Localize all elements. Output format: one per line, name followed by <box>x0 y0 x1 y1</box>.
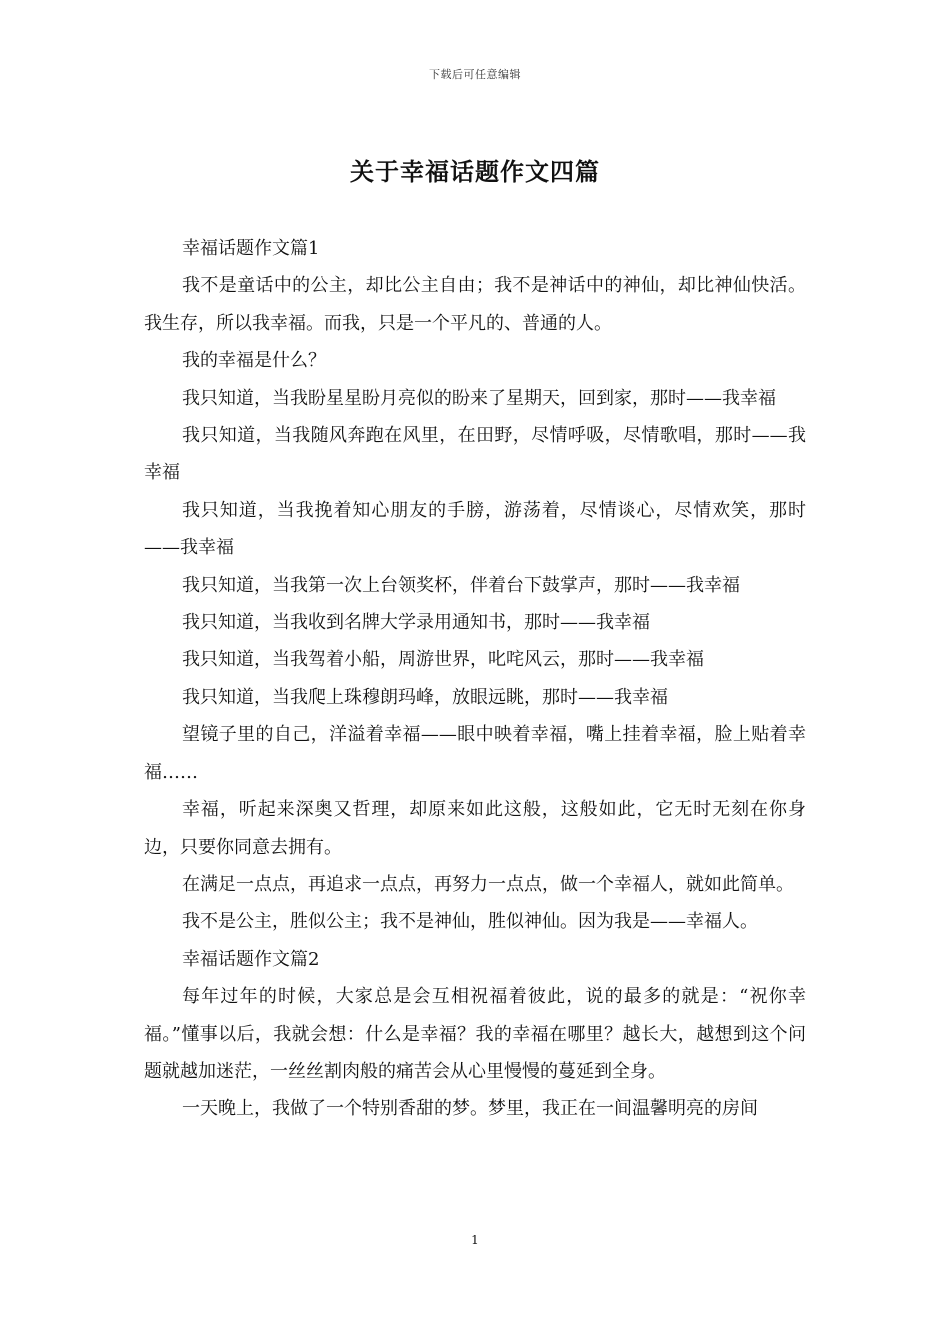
paragraph: 我只知道，当我收到名牌大学录用通知书，那时——我幸福 <box>182 612 650 634</box>
header-note: 下载后可任意编辑 <box>429 68 521 81</box>
section-heading: 幸福话题作文篇1 <box>182 238 320 259</box>
paragraph: 我不是童话中的公主，却比公主自由；我不是神话中的神仙，却比神仙快活。我生存，所以我幸福。而我，只是一个平凡的、普通的人。 <box>144 275 806 334</box>
paragraph: 望镜子里的自己，洋溢着幸福——眼中映着幸福，嘴上挂着幸福，脸上贴着幸福…… <box>144 724 806 783</box>
paragraph: 幸福，听起来深奥又哲理，却原来如此这般，这般如此，它无时无刻在你身边，只要你同意去拥有。 <box>144 799 806 858</box>
paragraph: 我只知道，当我驾着小船，周游世界，叱咤风云，那时——我幸福 <box>182 649 704 671</box>
document-title: 关于幸福话题作文四篇 <box>350 157 600 186</box>
paragraph: 我的幸福是什么？ <box>182 350 326 372</box>
page-number: 1 <box>471 1233 479 1247</box>
paragraph: 我不是公主，胜似公主；我不是神仙，胜似神仙。因为我是——幸福人。 <box>182 911 758 933</box>
paragraph: 我只知道，当我爬上珠穆朗玛峰，放眼远眺，那时——我幸福 <box>182 686 668 708</box>
paragraph: 我只知道，当我挽着知心朋友的手膀，游荡着，尽情谈心，尽情欢笑，那时——我幸福 <box>144 499 806 559</box>
paragraph: 一天晚上，我做了一个特别香甜的梦。梦里，我正在一间温馨明亮的房间 <box>182 1098 758 1120</box>
paragraph: 每年过年的时候，大家总是会互相祝福着彼此，说的最多的就是：“祝你幸福。”懂事以后，我就会想：什么是幸福？我的幸福在哪里？越长大，越想到这个问题就越加迷茫，一丝丝割肉般的痛苦会从心里慢慢的蔓延到全身。 <box>144 986 806 1082</box>
paragraph: 我只知道，当我盼星星盼月亮似的盼来了星期天，回到家，那时——我幸福 <box>182 387 776 409</box>
section-heading: 幸福话题作文篇2 <box>182 948 320 970</box>
paragraph: 我只知道，当我第一次上台领奖杯，伴着台下鼓掌声，那时——我幸福 <box>182 574 740 596</box>
paragraph: 在满足一点点，再追求一点点，再努力一点点，做一个幸福人，就如此简单。 <box>182 873 794 895</box>
paragraph: 我只知道，当我随风奔跑在风里，在田野，尽情呼吸，尽情歌唱，那时——我幸福 <box>144 425 806 484</box>
document-body <box>144 230 806 1128</box>
